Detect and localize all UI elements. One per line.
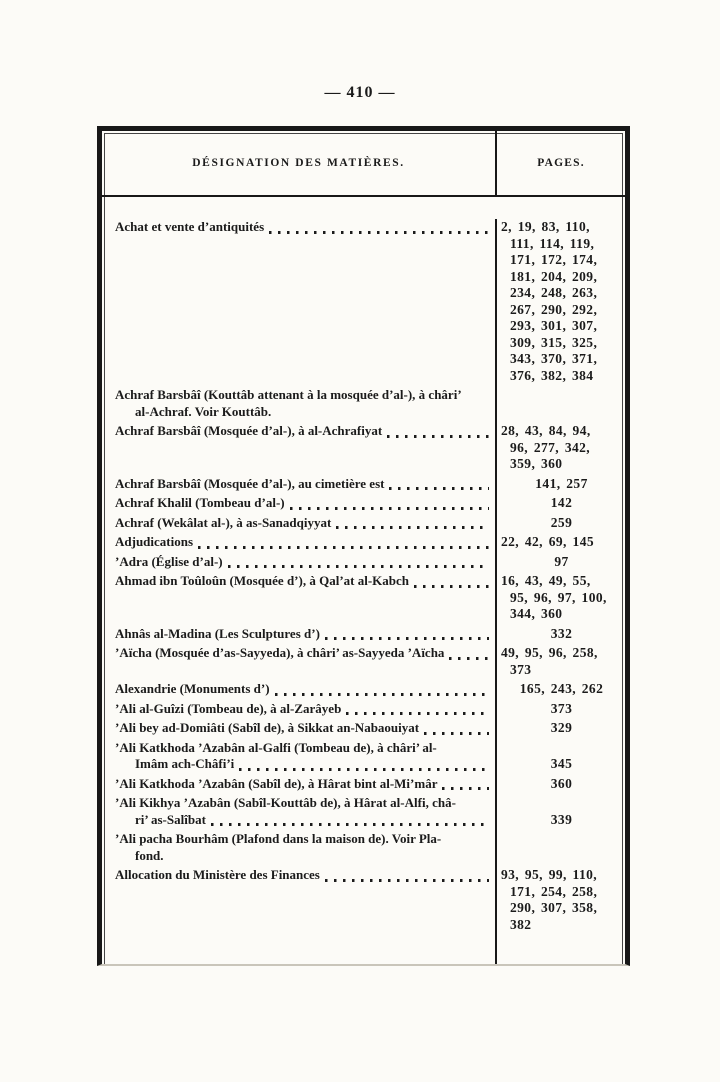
table-filler-row	[102, 936, 625, 964]
entry-text-line: ri’ as-Salîbat	[115, 812, 490, 829]
page-numbers-line: 181, 204, 209,	[510, 268, 598, 284]
page-numbers-line: 141, 257	[535, 475, 588, 491]
entry-designation	[102, 740, 495, 776]
entry-designation	[102, 831, 495, 867]
entry-text-line: Achraf Khalil (Tombeau d’al-)	[115, 495, 490, 512]
entry-text-line: ’Ali bey ad-Domiâti (Sabîl de), à Sikkat an-Nabaouiyat	[115, 720, 490, 737]
entry-designation	[102, 645, 495, 681]
entry-text-line: Achraf Barsbâî (Mosquée d’al-), à al-Achrafiyat	[115, 423, 490, 440]
index-row	[102, 219, 625, 387]
page-numbers-line: 344, 360	[510, 606, 563, 621]
entry-text-line: ’Ali pacha Bourhâm (Plafond dans la maison de). Voir Pla-	[115, 831, 442, 846]
dot-leader-rule	[389, 487, 489, 490]
page-numbers-line: 16, 43, 49, 55,	[501, 573, 591, 588]
page-numbers-line: 96, 277, 342,	[510, 439, 591, 455]
index-row	[102, 701, 625, 721]
dot-leader-rule	[325, 879, 489, 882]
column-header-pages: PAGES.	[495, 131, 625, 195]
index-row	[102, 626, 625, 646]
page-numbers-line: 360	[550, 775, 573, 791]
entry-designation	[102, 476, 495, 496]
page-numbers-line: 259	[550, 514, 573, 530]
index-row	[102, 515, 625, 535]
entry-designation	[102, 515, 495, 535]
entry-text-line: Achraf Barsbâî (Mosquée d’al-), au cimetière est	[115, 476, 490, 493]
table-header-row	[102, 131, 625, 197]
entry-text-line: Ahnâs al-Madina (Les Sculptures d’)	[115, 626, 490, 643]
page-numbers-line: 343, 370, 371,	[510, 351, 598, 366]
entry-text-line: Achat et vente d’antiquités	[115, 219, 490, 236]
page-numbers-line: 332	[550, 625, 573, 641]
page-numbers-line: 165, 243, 262	[519, 681, 604, 696]
entry-text-line: Adjudications	[115, 534, 490, 551]
entry-pages	[495, 740, 625, 776]
index-row	[102, 645, 625, 681]
dot-leader-rule	[424, 732, 489, 735]
entry-pages	[495, 867, 625, 936]
entry-text-line: ’Ali Katkhoda ’Azabân (Sabîl de), à Hârat bint al-Mi’mâr	[115, 776, 490, 793]
dot-leader-rule	[346, 712, 489, 715]
index-row	[102, 495, 625, 515]
entry-pages	[495, 701, 625, 721]
dot-leader-rule	[442, 787, 489, 790]
entry-text-line: ’Ali Kikhya ’Azabân (Sabîl-Kouttâb de), à Hârat al-Alfi, châ-	[115, 795, 456, 810]
page-numbers-line: 339	[550, 811, 573, 827]
entry-designation	[102, 867, 495, 936]
page-numbers-line: 376, 382, 384	[510, 367, 594, 383]
entry-designation	[102, 534, 495, 554]
table-body	[102, 197, 625, 964]
page-numbers-line: 49, 95, 96, 258,	[501, 645, 598, 660]
dot-leader-rule	[198, 546, 489, 549]
entry-pages	[495, 720, 625, 740]
page-numbers-line: 359, 360	[510, 456, 563, 471]
index-row	[102, 554, 625, 574]
entry-designation	[102, 495, 495, 515]
page-numbers-line: 171, 172, 174,	[510, 252, 598, 267]
entry-pages	[495, 573, 625, 626]
page-numbers-line: 382	[510, 916, 532, 932]
page-numbers-line: 373	[550, 700, 573, 716]
entry-pages	[495, 423, 625, 476]
column-header-designation: DÉSIGNATION DES MATIÈRES.	[192, 157, 405, 169]
entry-text-line: Achraf (Wekâlat al-), à as-Sanadqiyyat	[115, 515, 490, 532]
page-numbers-line: 2, 19, 83, 110,	[501, 219, 590, 234]
entry-pages	[495, 534, 625, 554]
index-row	[102, 867, 625, 936]
page-numbers-line: 171, 254, 258,	[510, 883, 598, 899]
page-numbers-line: 345	[550, 756, 573, 771]
index-table	[97, 126, 630, 966]
entry-designation	[102, 387, 495, 423]
entry-pages	[495, 476, 625, 496]
entry-designation	[102, 795, 495, 831]
entry-designation	[102, 776, 495, 796]
entry-designation	[102, 423, 495, 476]
index-row	[102, 720, 625, 740]
index-row	[102, 387, 625, 423]
dot-leader-rule	[290, 507, 489, 510]
entry-designation	[102, 626, 495, 646]
page-numbers-line: 22, 42, 69, 145	[501, 534, 594, 549]
page-numbers-line: 142	[550, 495, 573, 510]
page-numbers-line: 111, 114, 119,	[510, 235, 595, 251]
entry-pages	[495, 219, 625, 387]
index-row	[102, 534, 625, 554]
page-number: — 410 —	[324, 84, 396, 101]
entry-designation	[102, 554, 495, 574]
page-numbers-line: 329	[550, 720, 573, 735]
entry-pages	[495, 387, 625, 423]
entry-pages	[495, 831, 625, 867]
entry-pages	[495, 554, 625, 574]
entry-pages	[495, 795, 625, 831]
index-row	[102, 831, 625, 867]
page-numbers-line: 290, 307, 358,	[510, 900, 598, 915]
index-row	[102, 795, 625, 831]
entry-pages	[495, 495, 625, 515]
entry-designation	[102, 701, 495, 721]
index-row	[102, 573, 625, 626]
page-numbers-line: 93, 95, 99, 110,	[501, 867, 598, 882]
index-row	[102, 776, 625, 796]
dot-leader-rule	[269, 231, 489, 234]
entry-text-line: al-Achraf. Voir Kouttâb.	[135, 403, 272, 419]
entry-text-line: Allocation du Ministère des Finances	[115, 867, 490, 884]
entry-pages	[495, 626, 625, 646]
entry-text-line: Achraf Barsbâî (Kouttâb attenant à la mosquée d’al-), à châri’	[115, 387, 462, 402]
page-numbers-line: 293, 301, 307,	[510, 318, 598, 333]
entry-designation	[102, 720, 495, 740]
filler-pages-cell	[495, 936, 625, 964]
entry-pages	[495, 515, 625, 535]
entry-pages	[495, 645, 625, 681]
page-numbers-line: 95, 96, 97, 100,	[510, 589, 607, 605]
entry-pages	[495, 681, 625, 701]
entry-text-line: ’Ali al-Guîzi (Tombeau de), à al-Zarâyeb	[115, 701, 490, 718]
filler-designation-cell	[102, 936, 495, 964]
entry-designation	[102, 219, 495, 387]
entry-text-line: Ahmad ibn Toûloûn (Mosquée d’), à Qal’at al-Kabch	[115, 573, 490, 590]
entry-text-line: fond.	[135, 847, 164, 863]
dot-leader-rule	[414, 585, 489, 588]
page-numbers-line: 28, 43, 84, 94,	[501, 423, 591, 438]
entry-text-line: ’Adra (Église d’al-)	[115, 554, 490, 571]
entry-pages	[495, 776, 625, 796]
index-row	[102, 476, 625, 496]
index-row	[102, 681, 625, 701]
entry-designation	[102, 681, 495, 701]
dot-leader-rule	[449, 657, 489, 660]
index-row	[102, 740, 625, 776]
dot-leader-rule	[275, 693, 489, 696]
dot-leader-rule	[387, 435, 489, 438]
dot-leader-rule	[228, 565, 489, 568]
entry-text-line: Alexandrie (Monuments d’)	[115, 681, 490, 698]
entry-designation	[102, 573, 495, 626]
page-numbers-line: 234, 248, 263,	[510, 285, 598, 300]
page-numbers-line: 309, 315, 325,	[510, 334, 598, 350]
dot-leader-rule	[336, 526, 489, 529]
page-numbers-line: 373	[510, 661, 532, 677]
index-row	[102, 423, 625, 476]
dot-leader-rule	[325, 637, 489, 640]
page-numbers-line: 97	[554, 553, 569, 569]
dot-leader-rule	[239, 768, 489, 771]
entry-text-line: ’Ali Katkhoda ’Azabân al-Galfi (Tombeau de), à châri’ al-	[115, 739, 437, 755]
entry-text-line: Imâm ach-Châfi’i	[115, 756, 490, 773]
page-numbers-line: 267, 290, 292,	[510, 301, 598, 317]
entry-text-line: ’Aïcha (Mosquée d’as-Sayyeda), à châri’ as-Sayyeda ’Aïcha	[115, 645, 490, 662]
dot-leader-rule	[211, 823, 489, 826]
